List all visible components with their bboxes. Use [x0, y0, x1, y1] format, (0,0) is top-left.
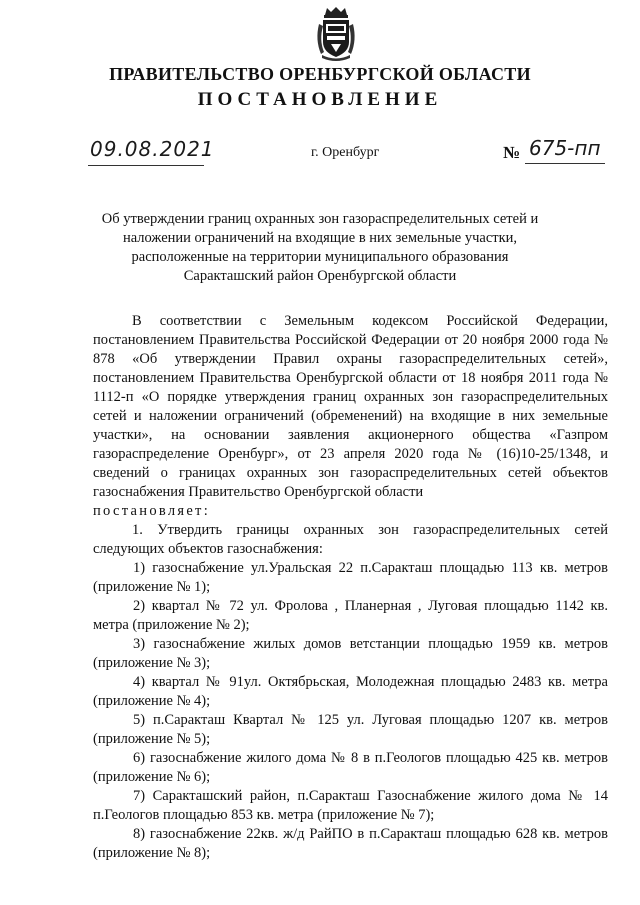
preamble: В соответствии с Земельным кодексом Российской Федерации, постановлением Правительства Российской Федерации от 20 ноября 2000 года № 878 «Об утверждении Правил охраны газораспределительных сетей», постановлением Правительства Оренбургской области от 18 ноября 2011 года № 1112-п «О порядке утверждения границ охранных зон газораспределительных сетей и наложении ограничений (обременений) на входящие в них земельные участки», на основании заявления акционерного общества «Газпром газораспределение Оренбург», от 23 апреля 2020 года № (16)10-25/1348, и сведений о границах охранных зон газораспределительных сетей объектов газоснабжения Правительство Оренбургской области — [93, 313, 608, 500]
document-type: ПОСТАНОВЛЕНИЕ — [197, 89, 443, 110]
orenburg-coat-of-arms-icon — [313, 6, 359, 62]
list-item: 8) газоснабжение 22кв. ж/д РайПО в п.Саракташ площадью 628 кв. метров (приложение № 8); — [93, 826, 608, 861]
list-item: 4) квартал № 91ул. Октябрьская, Молодежная площадью 2483 кв. метра (приложение № 4); — [93, 674, 608, 709]
subject-line: расположенные на территории муниципального образования — [131, 249, 509, 265]
number-field — [525, 137, 605, 164]
government-title: ПРАВИТЕЛЬСТВО ОРЕНБУРГСКОЙ ОБЛАСТИ — [109, 64, 531, 84]
document-subject — [80, 210, 560, 286]
subject-line: Саракташский район Оренбургской области — [183, 268, 457, 284]
resolves-word: постановляет: — [93, 503, 211, 519]
subject-line: Об утверждении границ охранных зон газораспределительных сетей и — [101, 211, 539, 227]
list-item: 1) газоснабжение ул.Уральская 22 п.Саракташ площадью 113 кв. метров (приложение № 1); — [93, 560, 608, 595]
date-field — [88, 137, 215, 166]
city: г. Оренбург — [311, 145, 380, 160]
list-item: 2) квартал № 72 ул. Фролова , Планерная , Луговая площадью 1142 кв. метра (приложение № 2); — [93, 598, 608, 633]
document-body — [93, 312, 608, 863]
list-item: 6) газоснабжение жилого дома № 8 в п.Геологов площадью 425 кв. метров (приложение № 6); — [93, 750, 608, 785]
clause-1: 1. Утвердить границы охранных зон газораспределительных сетей следующих объектов газоснабжения: — [93, 522, 608, 557]
document-date: 09.08.2021 — [90, 137, 215, 161]
document-number: 675-пп — [529, 136, 601, 160]
number-sign: № — [503, 143, 521, 162]
subject-line: наложении ограничений на входящие в них земельные участки, — [122, 230, 518, 246]
list-item: 5) п.Саракташ Квартал № 125 ул. Луговая площадью 1207 кв. метров (приложение № 5); — [93, 712, 608, 747]
zones-list — [93, 559, 608, 863]
list-item: 7) Саракташский район, п.Саракташ Газоснабжение жилого дома № 14 п.Геологов площадью 853 кв. метра (приложение № 7); — [93, 788, 608, 823]
list-item: 3) газоснабжение жилых домов ветстанции площадью 1959 кв. метров (приложение № 3); — [93, 636, 608, 671]
